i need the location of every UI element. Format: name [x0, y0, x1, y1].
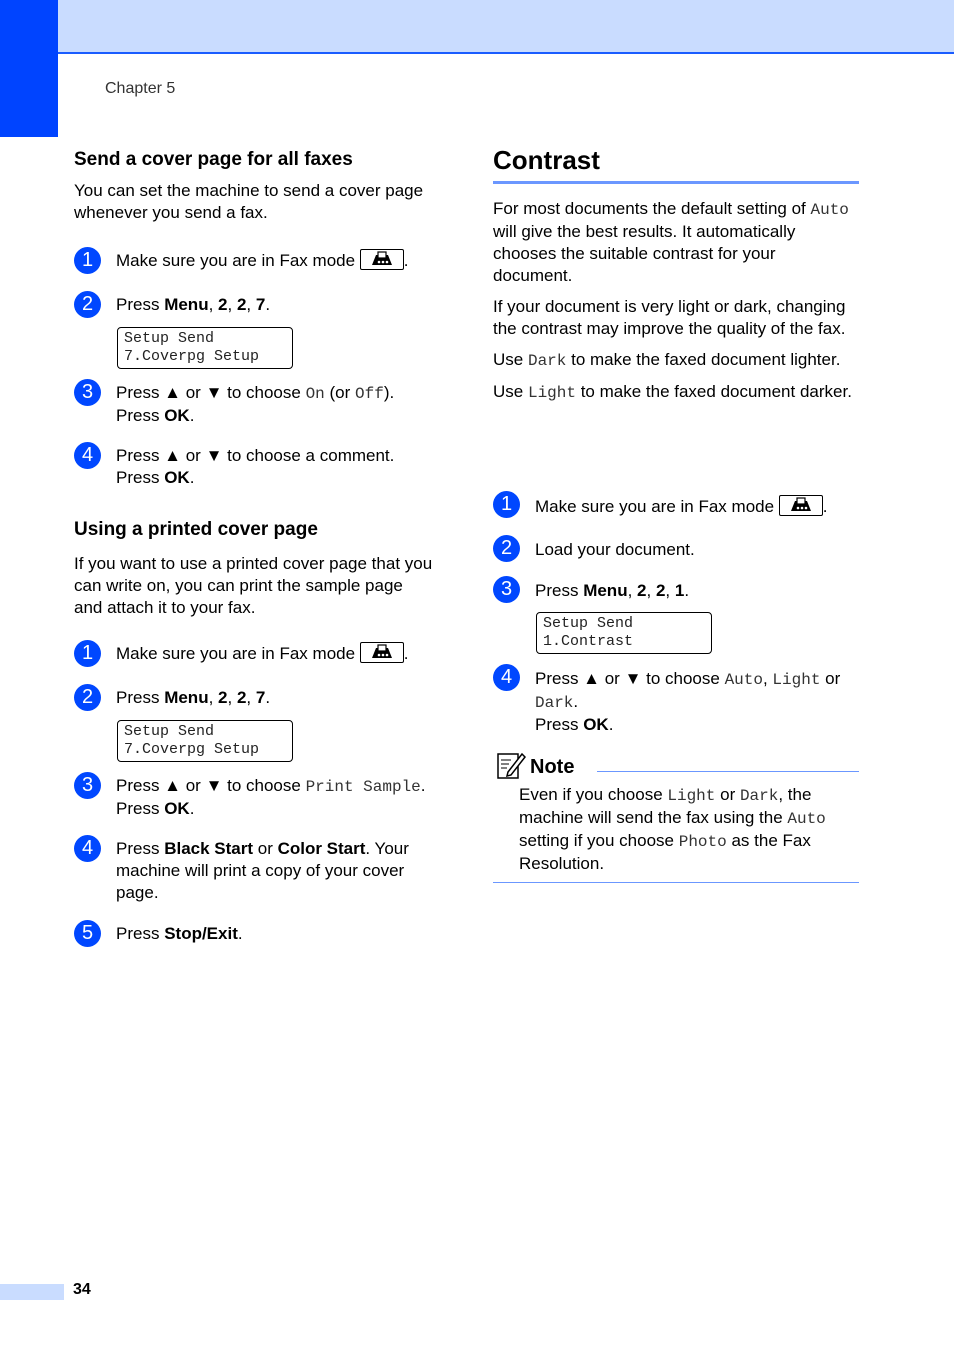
paragraph: You can set the machine to send a cover page whenever you send a fax. — [74, 181, 424, 222]
step-number: 4 — [74, 442, 101, 469]
page-number: 34 — [73, 1281, 91, 1298]
note-label: Note — [530, 756, 575, 778]
note-text: Even if you choose Light or Dark, the machine will send the fax using the Auto setting if you choose Photo as the Fax Resolution. — [519, 785, 826, 873]
section-heading: Send a cover page for all faxes — [74, 149, 353, 170]
step-number: 3 — [74, 772, 101, 799]
lcd-display: Setup Send 7.Coverpg Setup — [117, 327, 293, 369]
title-rule — [493, 181, 859, 184]
fax-mode-icon — [360, 642, 404, 663]
step-number: 1 — [74, 640, 101, 667]
left-column: Send a cover page for all faxes You can set the machine to send a cover page whenever you send a fax. 1 Make sure you are in Fax mode . 2 Press Menu, 2, 2, 7. Setup Send 7.Coverpg Setup 3 Press ▲ or ▼ to choose On (or Off). Press OK. 4 Press ▲ or ▼ to choose a comment. Press OK. Using a printed cover page If you want to use a printed cover page that you can write on, you can print the sample page and attach it to your fax. 1 Make sure you are in Fax mode . 2 Press Menu, 2, 2, 7. Setup Send 7.Coverpg Setup 3 Press ▲ or ▼ to choose Print Sample. Press OK. 4 Press Black Start or Color Start. Your machine will print a copy of your cover page. 5 Press Stop/Exit. — [74, 149, 454, 224]
lcd-display: Setup Send 7.Coverpg Setup — [117, 720, 293, 762]
menu-key: Menu — [164, 295, 209, 314]
paragraph: Use Dark to make the faxed document lighter. — [493, 350, 841, 370]
step-number: 5 — [74, 920, 101, 947]
note-rule-top — [597, 771, 859, 772]
step-number: 4 — [74, 835, 101, 862]
step-number: 2 — [493, 535, 520, 562]
footer-band — [0, 1284, 64, 1300]
step-number: 1 — [493, 491, 520, 518]
step-number: 4 — [493, 664, 520, 691]
section-title: Contrast — [493, 145, 600, 175]
lcd-display: Setup Send 1.Contrast — [536, 612, 712, 654]
note-icon — [496, 750, 526, 785]
header-band — [0, 0, 954, 54]
chapter-tab — [0, 0, 58, 137]
section-heading: Using a printed cover page — [74, 519, 318, 540]
fax-mode-icon — [779, 495, 823, 516]
paragraph: If your document is very light or dark, changing the contrast may improve the quality of the fax. — [493, 297, 846, 338]
chapter-label: Chapter 5 — [105, 80, 176, 97]
step-number: 1 — [74, 247, 101, 274]
paragraph: For most documents the default setting of Auto will give the best results. It automatically chooses the suitable contrast for your document. — [493, 199, 849, 285]
step-number: 3 — [74, 379, 101, 406]
step-number: 2 — [74, 291, 101, 318]
step-text: Load your document. — [535, 540, 695, 559]
paragraph: Use Light to make the faxed document darker. — [493, 382, 852, 402]
step-number: 2 — [74, 684, 101, 711]
note-rule-bottom — [493, 882, 859, 883]
step-text: Make sure you are in Fax mode — [116, 644, 356, 663]
step-text: Make sure you are in Fax mode — [116, 251, 356, 270]
right-column — [493, 145, 859, 176]
step-text: Make sure you are in Fax mode — [535, 497, 775, 516]
paragraph: If you want to use a printed cover page that you can write on, you can print the sample page and attach it to your fax. — [74, 554, 433, 617]
fax-mode-icon — [360, 249, 404, 270]
step-number: 3 — [493, 576, 520, 603]
